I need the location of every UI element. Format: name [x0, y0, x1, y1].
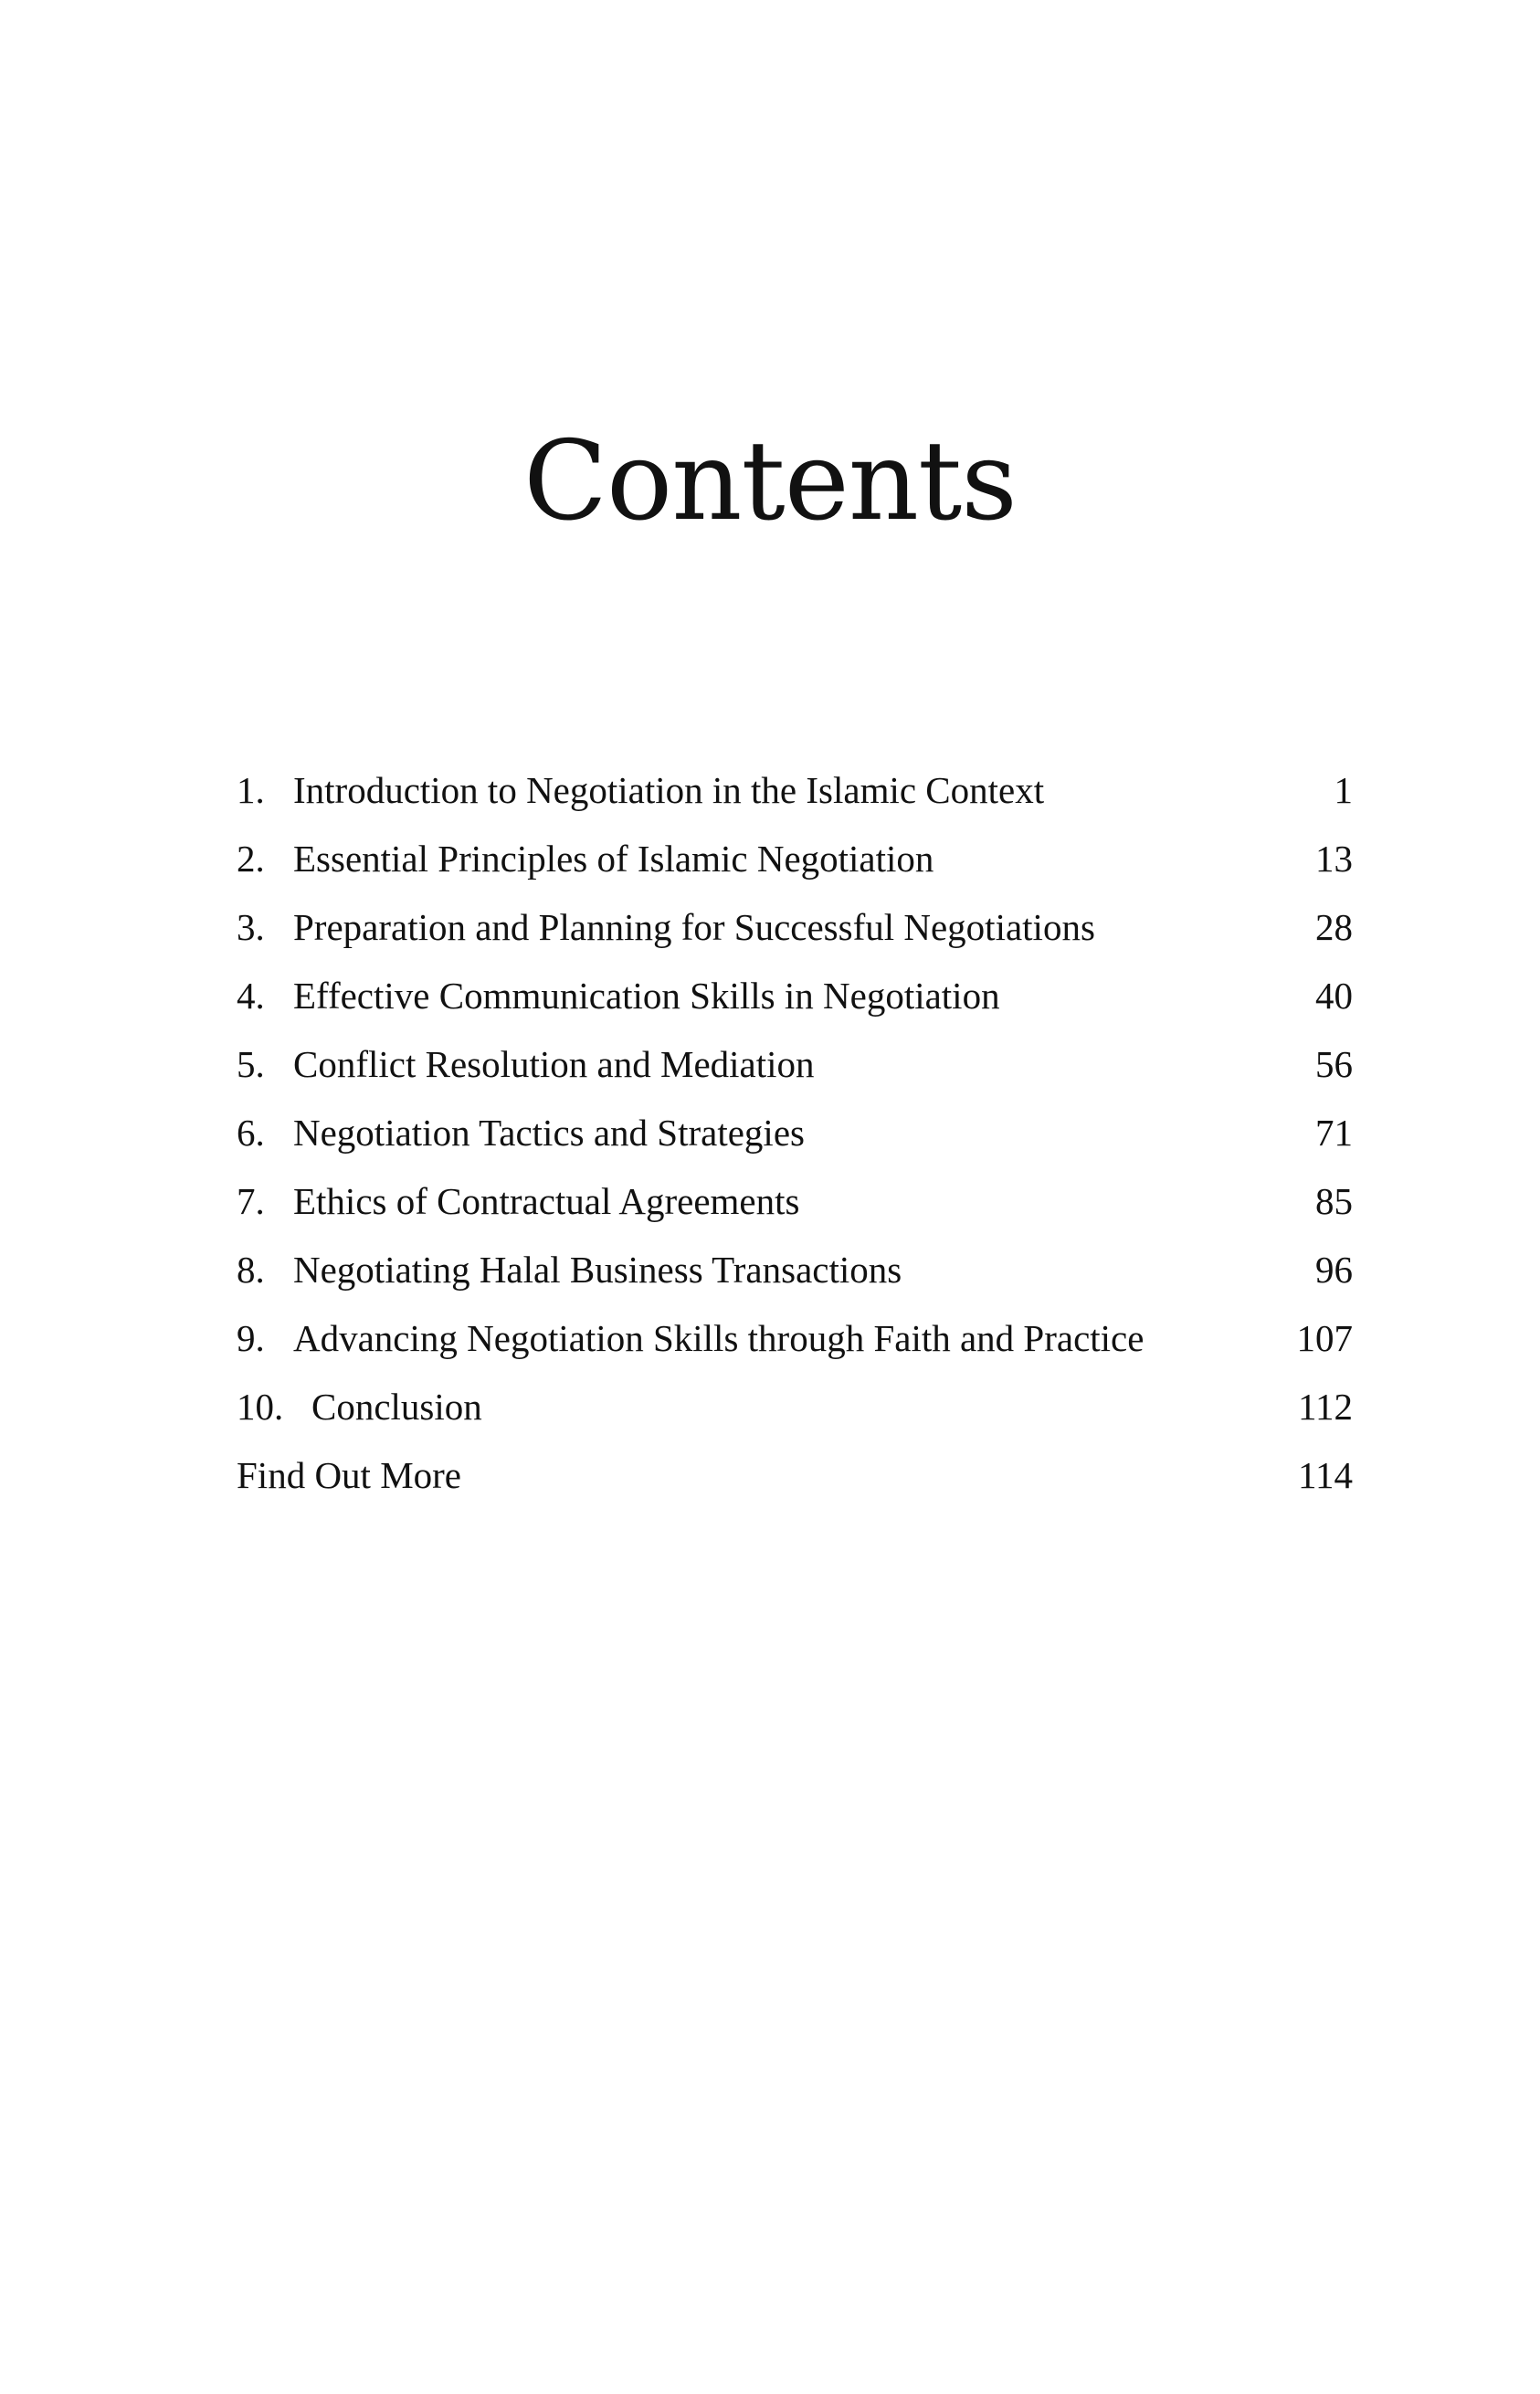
toc-entry-title: Effective Communication Skills in Negotiation	[293, 975, 1000, 1017]
toc-entry-number: 4.	[237, 975, 265, 1017]
toc-entry-title: Conclusion	[311, 1386, 482, 1428]
toc-entry-page: 13	[1315, 838, 1353, 880]
toc-entry-title: Preparation and Planning for Successful Negotiations	[293, 906, 1095, 948]
toc-entry[interactable]	[237, 1030, 1353, 1099]
toc-entry-title: Advancing Negotiation Skills through Faith and Practice	[293, 1317, 1144, 1359]
toc-entry[interactable]	[237, 756, 1353, 825]
toc-entry-number: 9.	[237, 1317, 265, 1359]
toc-entry-number: 6.	[237, 1112, 265, 1154]
toc-entry-page: 40	[1315, 975, 1353, 1017]
toc-entry-title: Negotiating Halal Business Transactions	[293, 1249, 902, 1291]
toc-entry[interactable]	[237, 1373, 1353, 1441]
toc-entry[interactable]	[237, 893, 1353, 962]
toc-entry-page: 71	[1315, 1112, 1353, 1154]
toc-entry-number: 8.	[237, 1249, 265, 1291]
toc-entry[interactable]	[237, 962, 1353, 1030]
toc-entry-page: 107	[1296, 1317, 1353, 1359]
toc-entry-number: 5.	[237, 1043, 265, 1085]
toc-entry-number: 10.	[237, 1386, 284, 1428]
toc-entry-page: 112	[1298, 1386, 1353, 1428]
toc-entry[interactable]	[237, 1167, 1353, 1236]
toc-entry-page: 28	[1315, 906, 1353, 948]
toc-entry[interactable]	[237, 1304, 1353, 1373]
toc-entry-title: Negotiation Tactics and Strategies	[293, 1112, 805, 1154]
toc-entry-title: Find Out More	[237, 1454, 461, 1496]
toc-entry-page: 114	[1298, 1454, 1353, 1496]
toc-entry-title: Ethics of Contractual Agreements	[293, 1180, 800, 1222]
toc-entry-number: 3.	[237, 906, 265, 948]
toc-entry-page: 85	[1315, 1180, 1353, 1222]
toc-entry-number: 7.	[237, 1180, 265, 1222]
toc-entry-title: Conflict Resolution and Mediation	[293, 1043, 815, 1085]
page-title: Contents	[523, 418, 1017, 545]
toc-entry-number: 1.	[237, 769, 265, 811]
toc-entry-number: 2.	[237, 838, 265, 880]
toc-entry-page: 96	[1315, 1249, 1353, 1291]
toc-entry-page: 56	[1315, 1043, 1353, 1085]
toc-entry-page: 1	[1334, 769, 1353, 811]
toc-entry-title: Essential Principles of Islamic Negotiation	[293, 838, 934, 880]
toc-entry[interactable]	[237, 825, 1353, 893]
toc-entry[interactable]	[237, 1236, 1353, 1304]
toc-entry-find-out-more[interactable]	[237, 1441, 1353, 1510]
toc-entry-title: Introduction to Negotiation in the Islamic Context	[293, 769, 1045, 811]
toc-entry[interactable]	[237, 1099, 1353, 1167]
table-of-contents	[237, 756, 1353, 1510]
